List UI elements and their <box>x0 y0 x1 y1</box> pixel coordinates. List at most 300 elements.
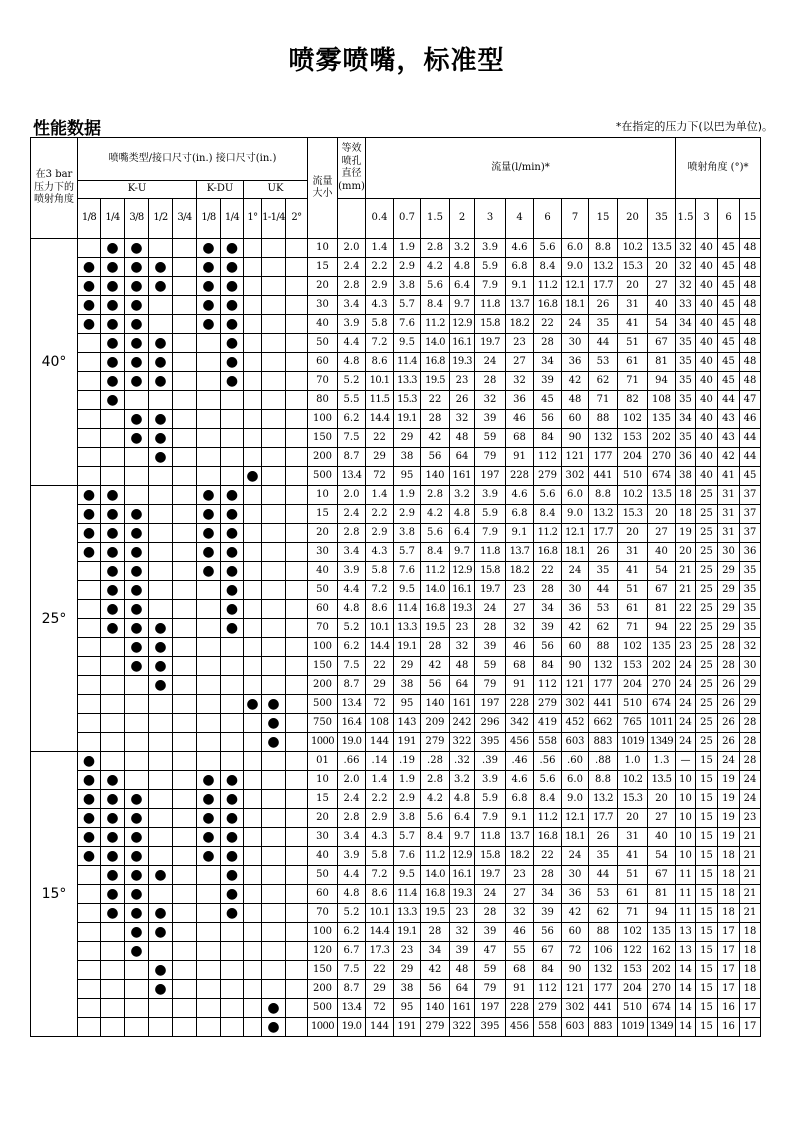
data-cell: 29 <box>718 619 740 638</box>
data-cell: 28 <box>421 638 450 657</box>
empty-cell <box>101 980 125 999</box>
data-cell: 135 <box>648 410 676 429</box>
empty-cell <box>101 638 125 657</box>
availability-dot: ● <box>197 296 221 315</box>
table-row <box>31 429 761 448</box>
data-cell: 8.4 <box>534 258 562 277</box>
data-cell: 19.7 <box>475 334 506 353</box>
data-cell: 22 <box>421 391 450 410</box>
data-cell: 13.4 <box>338 695 366 714</box>
data-cell: 43 <box>718 429 740 448</box>
data-cell: 30 <box>562 334 589 353</box>
empty-cell <box>101 999 125 1018</box>
data-cell: 23 <box>506 866 534 885</box>
data-cell: .28 <box>421 752 450 771</box>
empty-cell <box>262 866 286 885</box>
data-cell: 36 <box>562 600 589 619</box>
availability-dot: ● <box>78 296 101 315</box>
data-cell: 5.9 <box>475 790 506 809</box>
empty-cell <box>125 733 149 752</box>
data-cell: .32 <box>450 752 475 771</box>
data-cell: 6.0 <box>562 486 589 505</box>
empty-cell <box>197 676 221 695</box>
data-cell: 32 <box>506 904 534 923</box>
data-cell: 10.2 <box>618 771 648 790</box>
empty-cell <box>286 372 308 391</box>
data-cell: 11.4 <box>394 885 421 904</box>
empty-cell <box>221 695 244 714</box>
empty-cell <box>286 258 308 277</box>
empty-cell <box>173 296 197 315</box>
connection-size-header: 1/4 <box>221 199 244 239</box>
availability-dot: ● <box>149 980 173 999</box>
empty-cell <box>221 961 244 980</box>
data-cell: 27 <box>648 524 676 543</box>
data-cell: 8.4 <box>421 296 450 315</box>
data-cell: 27 <box>506 600 534 619</box>
empty-cell <box>125 961 149 980</box>
data-cell: 10 <box>676 828 696 847</box>
availability-dot: ● <box>101 809 125 828</box>
data-cell: .60 <box>562 752 589 771</box>
empty-cell <box>286 429 308 448</box>
data-cell: 162 <box>648 942 676 961</box>
empty-cell <box>221 638 244 657</box>
data-cell: 9.1 <box>506 809 534 828</box>
data-cell: 42 <box>421 657 450 676</box>
data-cell: 132 <box>589 657 618 676</box>
data-cell: 10 <box>308 771 338 790</box>
flow-pressure-header: 20 <box>618 199 648 239</box>
empty-cell <box>78 714 101 733</box>
data-cell: 17 <box>718 980 740 999</box>
data-cell: 8.4 <box>421 543 450 562</box>
data-cell: 21 <box>740 847 761 866</box>
data-cell: 108 <box>648 391 676 410</box>
data-cell: 26 <box>718 676 740 695</box>
empty-cell <box>149 771 173 790</box>
availability-dot: ● <box>125 372 149 391</box>
empty-cell <box>286 581 308 600</box>
empty-cell <box>244 239 262 258</box>
data-cell: 9.1 <box>506 524 534 543</box>
empty-cell <box>197 1018 221 1037</box>
empty-cell <box>197 334 221 353</box>
data-cell: 2.2 <box>366 790 394 809</box>
data-cell: 91 <box>506 980 534 999</box>
data-cell: 44 <box>589 866 618 885</box>
empty-cell <box>149 790 173 809</box>
data-cell: 4.4 <box>338 866 366 885</box>
data-cell: 15 <box>308 790 338 809</box>
table-row <box>31 999 761 1018</box>
empty-cell <box>125 676 149 695</box>
empty-cell <box>262 239 286 258</box>
data-cell: 88 <box>589 410 618 429</box>
data-cell: 34 <box>534 600 562 619</box>
data-cell: 20 <box>648 505 676 524</box>
empty-cell <box>221 448 244 467</box>
data-cell: 56 <box>534 410 562 429</box>
data-cell: 38 <box>676 467 696 486</box>
data-cell: 12.9 <box>450 315 475 334</box>
data-cell: 40 <box>696 296 718 315</box>
data-cell: 48 <box>740 353 761 372</box>
data-cell: 38 <box>394 980 421 999</box>
data-cell: 100 <box>308 410 338 429</box>
data-cell: 2.8 <box>421 486 450 505</box>
data-cell: 35 <box>676 391 696 410</box>
data-cell: 197 <box>475 467 506 486</box>
data-cell: 2.0 <box>338 771 366 790</box>
data-cell: 30 <box>308 543 338 562</box>
availability-dot: ● <box>78 543 101 562</box>
empty-cell <box>286 505 308 524</box>
empty-cell <box>197 581 221 600</box>
empty-cell <box>173 790 197 809</box>
data-cell: 19.5 <box>421 619 450 638</box>
data-cell: 27 <box>648 277 676 296</box>
data-cell: 15.8 <box>475 562 506 581</box>
data-cell: 95 <box>394 999 421 1018</box>
empty-cell <box>244 733 262 752</box>
data-cell: 161 <box>450 695 475 714</box>
data-cell: 46 <box>506 638 534 657</box>
availability-dot: ● <box>101 619 125 638</box>
table-row <box>31 885 761 904</box>
availability-dot: ● <box>149 638 173 657</box>
data-cell: 25 <box>696 733 718 752</box>
data-cell: 270 <box>648 980 676 999</box>
data-cell: 71 <box>618 904 648 923</box>
data-cell: 3.8 <box>394 524 421 543</box>
data-cell: 279 <box>534 999 562 1018</box>
data-cell: 228 <box>506 695 534 714</box>
availability-dot: ● <box>149 448 173 467</box>
empty-cell <box>173 619 197 638</box>
data-cell: 40 <box>696 429 718 448</box>
availability-dot: ● <box>78 809 101 828</box>
data-cell: 34 <box>676 315 696 334</box>
data-cell: 19.3 <box>450 885 475 904</box>
data-cell: 1019 <box>618 733 648 752</box>
data-cell: 10 <box>676 790 696 809</box>
empty-cell <box>78 448 101 467</box>
data-cell: 31 <box>718 505 740 524</box>
data-cell: 11.8 <box>475 543 506 562</box>
data-cell: 18 <box>718 904 740 923</box>
empty-cell <box>262 315 286 334</box>
availability-dot: ● <box>149 657 173 676</box>
data-cell: 42 <box>718 448 740 467</box>
data-cell: 10 <box>676 771 696 790</box>
empty-cell <box>149 524 173 543</box>
data-cell: 45 <box>534 391 562 410</box>
empty-cell <box>244 353 262 372</box>
data-cell: .88 <box>589 752 618 771</box>
availability-dot: ● <box>125 296 149 315</box>
data-cell: 44 <box>740 429 761 448</box>
data-cell: 71 <box>618 372 648 391</box>
data-cell: 6.2 <box>338 410 366 429</box>
data-cell: 47 <box>475 942 506 961</box>
data-cell: 1019 <box>618 1018 648 1037</box>
data-cell: 32 <box>506 372 534 391</box>
data-cell: 40 <box>696 410 718 429</box>
data-cell: 27 <box>648 809 676 828</box>
empty-cell <box>101 695 125 714</box>
empty-cell <box>173 999 197 1018</box>
availability-dot: ● <box>101 885 125 904</box>
data-cell: 23 <box>450 619 475 638</box>
availability-dot: ● <box>125 866 149 885</box>
data-cell: 27 <box>506 885 534 904</box>
availability-dot: ● <box>125 942 149 961</box>
empty-cell <box>262 790 286 809</box>
data-cell: 68 <box>506 657 534 676</box>
empty-cell <box>197 372 221 391</box>
data-cell: 39 <box>475 410 506 429</box>
data-cell: 9.5 <box>394 334 421 353</box>
data-cell: 342 <box>506 714 534 733</box>
data-cell: 56 <box>534 923 562 942</box>
empty-cell <box>173 277 197 296</box>
data-cell: 24 <box>740 790 761 809</box>
flow-pressure-header: 3 <box>475 199 506 239</box>
empty-cell <box>173 809 197 828</box>
data-cell: 36 <box>562 353 589 372</box>
data-cell: 13.7 <box>506 296 534 315</box>
data-cell: 2.9 <box>394 790 421 809</box>
table-row <box>31 866 761 885</box>
data-cell: 23 <box>506 581 534 600</box>
empty-cell <box>262 980 286 999</box>
availability-dot: ● <box>221 543 244 562</box>
data-cell: 61 <box>618 600 648 619</box>
data-cell: .19 <box>394 752 421 771</box>
data-cell: 17.7 <box>589 277 618 296</box>
empty-cell <box>78 942 101 961</box>
connection-size-header: 3/4 <box>173 199 197 239</box>
data-cell: 4.8 <box>338 353 366 372</box>
availability-dot: ● <box>78 486 101 505</box>
data-cell: 36 <box>740 543 761 562</box>
data-cell: 56 <box>534 638 562 657</box>
empty-cell <box>244 277 262 296</box>
availability-dot: ● <box>197 486 221 505</box>
data-cell: 67 <box>648 866 676 885</box>
data-cell: 22 <box>366 961 394 980</box>
data-cell: 1.4 <box>366 486 394 505</box>
data-cell: 150 <box>308 657 338 676</box>
data-cell: 161 <box>450 999 475 1018</box>
data-cell: 7.2 <box>366 334 394 353</box>
data-cell: 7.6 <box>394 315 421 334</box>
data-cell: 270 <box>648 676 676 695</box>
data-cell: 31 <box>618 828 648 847</box>
empty-cell <box>221 999 244 1018</box>
data-cell: 452 <box>562 714 589 733</box>
data-cell: 19.1 <box>394 638 421 657</box>
empty-cell <box>262 638 286 657</box>
availability-dot: ● <box>101 277 125 296</box>
availability-dot: ● <box>125 809 149 828</box>
data-cell: 27 <box>506 353 534 372</box>
availability-dot: ● <box>101 866 125 885</box>
empty-cell <box>262 828 286 847</box>
data-cell: 47 <box>740 391 761 410</box>
empty-cell <box>244 828 262 847</box>
table-row <box>31 486 761 505</box>
data-cell: 46 <box>740 410 761 429</box>
table-body <box>31 239 761 1037</box>
data-cell: 7.5 <box>338 429 366 448</box>
empty-cell <box>221 714 244 733</box>
empty-cell <box>173 847 197 866</box>
data-cell: 35 <box>589 562 618 581</box>
empty-cell <box>173 600 197 619</box>
data-cell: 5.6 <box>534 486 562 505</box>
data-cell: 9.7 <box>450 828 475 847</box>
data-cell: 17 <box>718 942 740 961</box>
data-cell: 17 <box>740 999 761 1018</box>
data-cell: 2.4 <box>338 505 366 524</box>
availability-dot: ● <box>125 885 149 904</box>
data-cell: 674 <box>648 467 676 486</box>
empty-cell <box>173 733 197 752</box>
data-cell: 200 <box>308 448 338 467</box>
data-cell: 39 <box>450 942 475 961</box>
data-cell: 45 <box>740 467 761 486</box>
data-cell: 62 <box>589 904 618 923</box>
data-cell: 60 <box>562 923 589 942</box>
data-cell: 33 <box>676 296 696 315</box>
table-row <box>31 1018 761 1037</box>
data-cell: 51 <box>618 334 648 353</box>
empty-cell <box>244 562 262 581</box>
empty-cell <box>125 695 149 714</box>
empty-cell <box>286 239 308 258</box>
data-cell: 43 <box>718 410 740 429</box>
data-cell: 24 <box>676 676 696 695</box>
table-row <box>31 372 761 391</box>
data-cell: 62 <box>589 619 618 638</box>
data-cell: 13.4 <box>338 467 366 486</box>
availability-dot: ● <box>221 562 244 581</box>
data-cell: 7.5 <box>338 657 366 676</box>
data-cell: 26 <box>718 714 740 733</box>
empty-cell <box>173 486 197 505</box>
data-cell: 6.2 <box>338 638 366 657</box>
empty-cell <box>286 695 308 714</box>
data-cell: 9.5 <box>394 866 421 885</box>
data-cell: 13.3 <box>394 904 421 923</box>
empty-cell <box>125 771 149 790</box>
empty-cell <box>197 448 221 467</box>
data-cell: 5.7 <box>394 296 421 315</box>
empty-cell <box>286 961 308 980</box>
availability-dot: ● <box>78 847 101 866</box>
data-cell: 56 <box>421 980 450 999</box>
empty-cell <box>244 999 262 1018</box>
data-cell: 32 <box>676 277 696 296</box>
data-cell: 40 <box>696 334 718 353</box>
data-cell: 45 <box>718 277 740 296</box>
data-cell: 2.9 <box>394 505 421 524</box>
empty-cell <box>244 372 262 391</box>
empty-cell <box>244 714 262 733</box>
empty-cell <box>173 638 197 657</box>
empty-cell <box>262 904 286 923</box>
data-cell: 2.0 <box>338 486 366 505</box>
data-cell: 1.9 <box>394 486 421 505</box>
table-row <box>31 809 761 828</box>
availability-dot: ● <box>221 847 244 866</box>
data-cell: 302 <box>562 467 589 486</box>
table-row <box>31 562 761 581</box>
data-cell: 38 <box>394 448 421 467</box>
data-cell: 28 <box>421 923 450 942</box>
data-cell: 41 <box>618 562 648 581</box>
data-cell: 31 <box>718 524 740 543</box>
data-cell: 23 <box>450 372 475 391</box>
spray-angle-group-label: 25° <box>31 486 78 752</box>
empty-cell <box>286 315 308 334</box>
connection-size-header: 1/8 <box>197 199 221 239</box>
empty-cell <box>149 885 173 904</box>
data-cell: 24 <box>676 695 696 714</box>
empty-cell <box>244 866 262 885</box>
data-cell: 500 <box>308 999 338 1018</box>
empty-cell <box>173 904 197 923</box>
data-cell: 25 <box>696 676 718 695</box>
data-cell: 40 <box>696 239 718 258</box>
data-cell: 28 <box>718 638 740 657</box>
data-cell: 177 <box>589 448 618 467</box>
empty-cell <box>286 334 308 353</box>
data-cell: 64 <box>450 676 475 695</box>
data-cell: 22 <box>534 315 562 334</box>
data-cell: 228 <box>506 999 534 1018</box>
data-cell: 81 <box>648 885 676 904</box>
data-cell: 6.7 <box>338 942 366 961</box>
data-cell: 42 <box>562 904 589 923</box>
data-cell: 11.2 <box>421 562 450 581</box>
data-cell: 15 <box>696 790 718 809</box>
data-cell: .46 <box>506 752 534 771</box>
table-row <box>31 353 761 372</box>
availability-dot: ● <box>101 239 125 258</box>
empty-cell <box>149 942 173 961</box>
data-cell: 22 <box>366 429 394 448</box>
data-cell: 15.3 <box>618 790 648 809</box>
data-cell: 9.1 <box>506 277 534 296</box>
empty-cell <box>173 372 197 391</box>
empty-cell <box>286 676 308 695</box>
empty-cell <box>149 239 173 258</box>
availability-dot: ● <box>221 239 244 258</box>
availability-dot: ● <box>262 733 286 752</box>
empty-cell <box>262 543 286 562</box>
empty-cell <box>78 391 101 410</box>
data-cell: 25 <box>696 543 718 562</box>
data-cell: 1349 <box>648 1018 676 1037</box>
data-cell: 21 <box>740 866 761 885</box>
data-cell: 5.2 <box>338 372 366 391</box>
availability-dot: ● <box>197 315 221 334</box>
empty-cell <box>286 828 308 847</box>
connection-size-header: 1/8 <box>78 199 101 239</box>
